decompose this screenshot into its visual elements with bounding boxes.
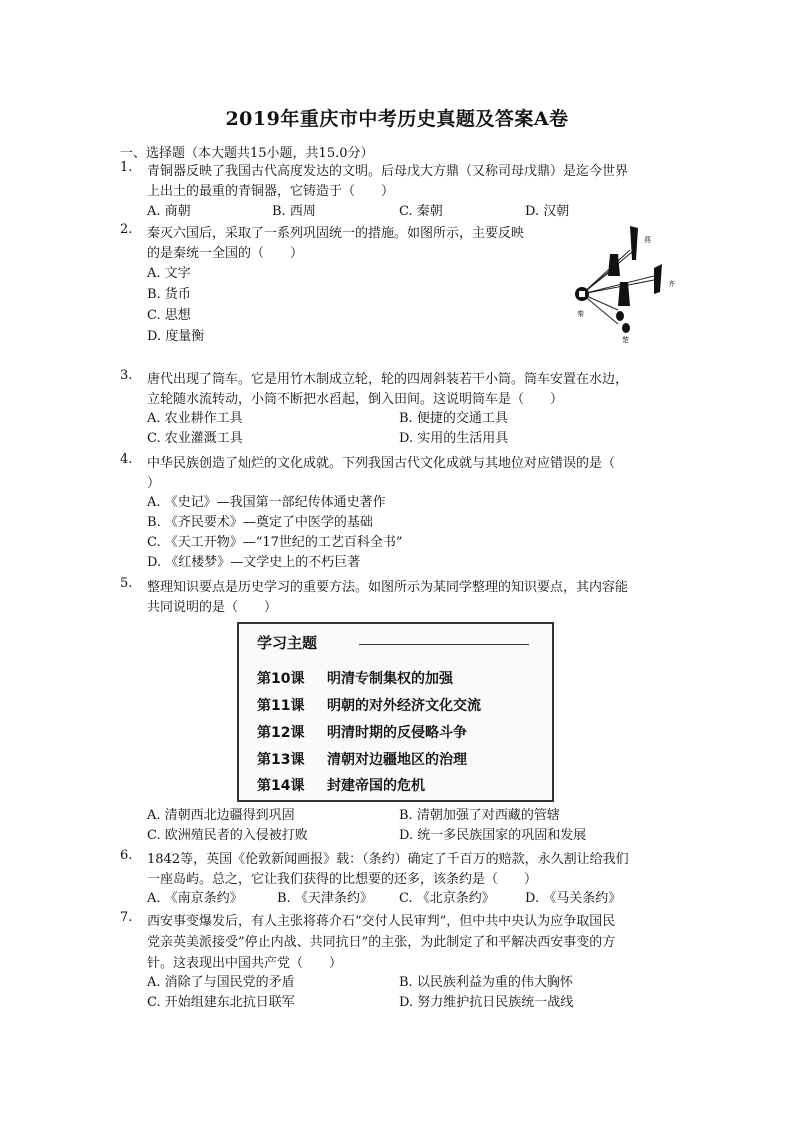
question-number: 1. xyxy=(120,160,133,175)
question-text-line: 秦灭六国后，采取了一系列巩固统一的措施。如图所示，主要反映 xyxy=(147,226,525,241)
option-c[interactable]: C. 思想 xyxy=(147,308,191,323)
question-number: 6. xyxy=(120,848,133,863)
option-b[interactable]: B. 《天津条约》 xyxy=(277,891,373,906)
question-text-line: 针。这表现出中国共产党（ ） xyxy=(147,956,343,971)
option-d[interactable]: D. 努力维护抗日民族统一战线 xyxy=(399,995,574,1010)
question-text-line: 上出土的最重的青铜器，它铸造于（ ） xyxy=(147,184,395,199)
option-a[interactable]: A. 文字 xyxy=(147,266,191,281)
currency-unification-figure xyxy=(566,220,686,350)
question-text-line: 唐代出现了筒车。它是用竹木制成立轮，轮的四周斜装若干小筒。筒车安置在水边， xyxy=(147,372,629,387)
option-b[interactable]: B. 《齐民要术》—奠定了中医学的基础 xyxy=(147,515,373,530)
question-text-line: 的是秦统一全国的（ ） xyxy=(147,246,304,261)
option-c[interactable]: C. 欧洲殖民者的入侵被打败 xyxy=(147,828,308,843)
lesson-item: 第11课 明朝的对外经济文化交流 xyxy=(257,698,481,714)
question-number: 5. xyxy=(120,576,133,591)
option-a[interactable]: A. 《南京条约》 xyxy=(147,891,243,906)
figure-label-qin: 秦 xyxy=(577,310,584,318)
question-text-line: 党亲英美派接受”停止内战、共同抗日”的主张，为此制定了和平解决西安事变的方 xyxy=(147,935,616,950)
question-number: 2. xyxy=(120,222,133,237)
option-a[interactable]: A. 消除了与国民党的矛盾 xyxy=(147,975,295,990)
question-text-line: 立轮随水流转动，小筒不断把水舀起，倒入田间。这说明筒车是（ ） xyxy=(147,392,564,407)
question-text-line: 共同说明的是（ ） xyxy=(147,600,278,615)
option-b[interactable]: B. 便捷的交通工具 xyxy=(399,411,508,426)
option-d[interactable]: D. 度量衡 xyxy=(147,329,205,344)
option-c[interactable]: C. 秦朝 xyxy=(399,204,443,219)
option-d[interactable]: D. 实用的生活用具 xyxy=(399,431,509,446)
lesson-item: 第13课 清朝对边疆地区的治理 xyxy=(257,752,467,768)
option-b[interactable]: B. 以民族利益为重的伟大胸怀 xyxy=(399,975,573,990)
figure-label-yan: 燕 xyxy=(644,236,651,244)
question-text-line: 整理知识要点是历史学习的重要方法。如图所示为某同学整理的知识要点，其内容能 xyxy=(147,580,629,595)
lesson-item: 第12课 明清时期的反侵略斗争 xyxy=(257,725,467,741)
blank-line xyxy=(359,644,529,645)
question-text-line: 青铜器反映了我国古代高度发达的文明。后母戊大方鼎（又称司母戊鼎）是迄今世界 xyxy=(147,164,629,179)
figure-label-chu: 楚 xyxy=(622,336,629,344)
lesson-item: 第10课 明清专制集权的加强 xyxy=(257,671,453,687)
box-title: 学习主题 xyxy=(257,634,318,652)
question-text-line: 一座岛屿。总之，它让我们获得的比想要的还多，该条约是（ ） xyxy=(147,872,538,887)
question-number: 7. xyxy=(120,910,133,925)
option-b[interactable]: B. 清朝加强了对西藏的管辖 xyxy=(399,808,560,823)
option-a[interactable]: A. 商朝 xyxy=(147,204,191,219)
knowledge-points-box xyxy=(237,622,554,802)
option-b[interactable]: B. 西周 xyxy=(272,204,316,219)
option-a[interactable]: A. 农业耕作工具 xyxy=(147,411,243,426)
question-number: 3. xyxy=(120,368,133,383)
option-d[interactable]: D. 《红楼梦》—文学史上的不朽巨著 xyxy=(147,555,361,570)
question-text-line: 中华民族创造了灿烂的文化成就。下列我国古代文化成就与其地位对应错误的是（ xyxy=(147,456,616,471)
option-c[interactable]: C. 《北京条约》 xyxy=(399,891,495,906)
option-d[interactable]: D. 汉朝 xyxy=(525,204,570,219)
question-text-line: 西安事变爆发后，有人主张将蒋介石“交付人民审判”，但中共中央认为应争取国民 xyxy=(147,914,616,929)
option-d[interactable]: D. 统一多民族国家的巩固和发展 xyxy=(399,828,587,843)
section-heading: 一、选择题（本大题共15小题，共15.0分） xyxy=(120,146,374,161)
option-b[interactable]: B. 货币 xyxy=(147,287,191,302)
question-text-line: ） xyxy=(147,476,161,491)
option-c[interactable]: C. 《天工开物》—“17世纪的工艺百科全书” xyxy=(147,535,403,550)
option-d[interactable]: D. 《马关条约》 xyxy=(525,891,622,906)
figure-label-qi: 齐 xyxy=(668,280,675,288)
option-a[interactable]: A. 《史记》—我国第一部纪传体通史著作 xyxy=(147,495,386,510)
lesson-item: 第14课 封建帝国的危机 xyxy=(257,778,425,794)
question-number: 4. xyxy=(120,452,133,467)
option-c[interactable]: C. 开始组建东北抗日联军 xyxy=(147,995,295,1010)
option-c[interactable]: C. 农业灌溉工具 xyxy=(147,431,243,446)
page-title: 2019年重庆市中考历史真题及答案A卷 xyxy=(225,108,569,130)
option-a[interactable]: A. 清朝西北边疆得到巩固 xyxy=(147,808,295,823)
question-text-line: 1842等，英国《伦敦新闻画报》载：（条约）确定了千百万的赔款，永久割让给我们 xyxy=(147,852,629,867)
